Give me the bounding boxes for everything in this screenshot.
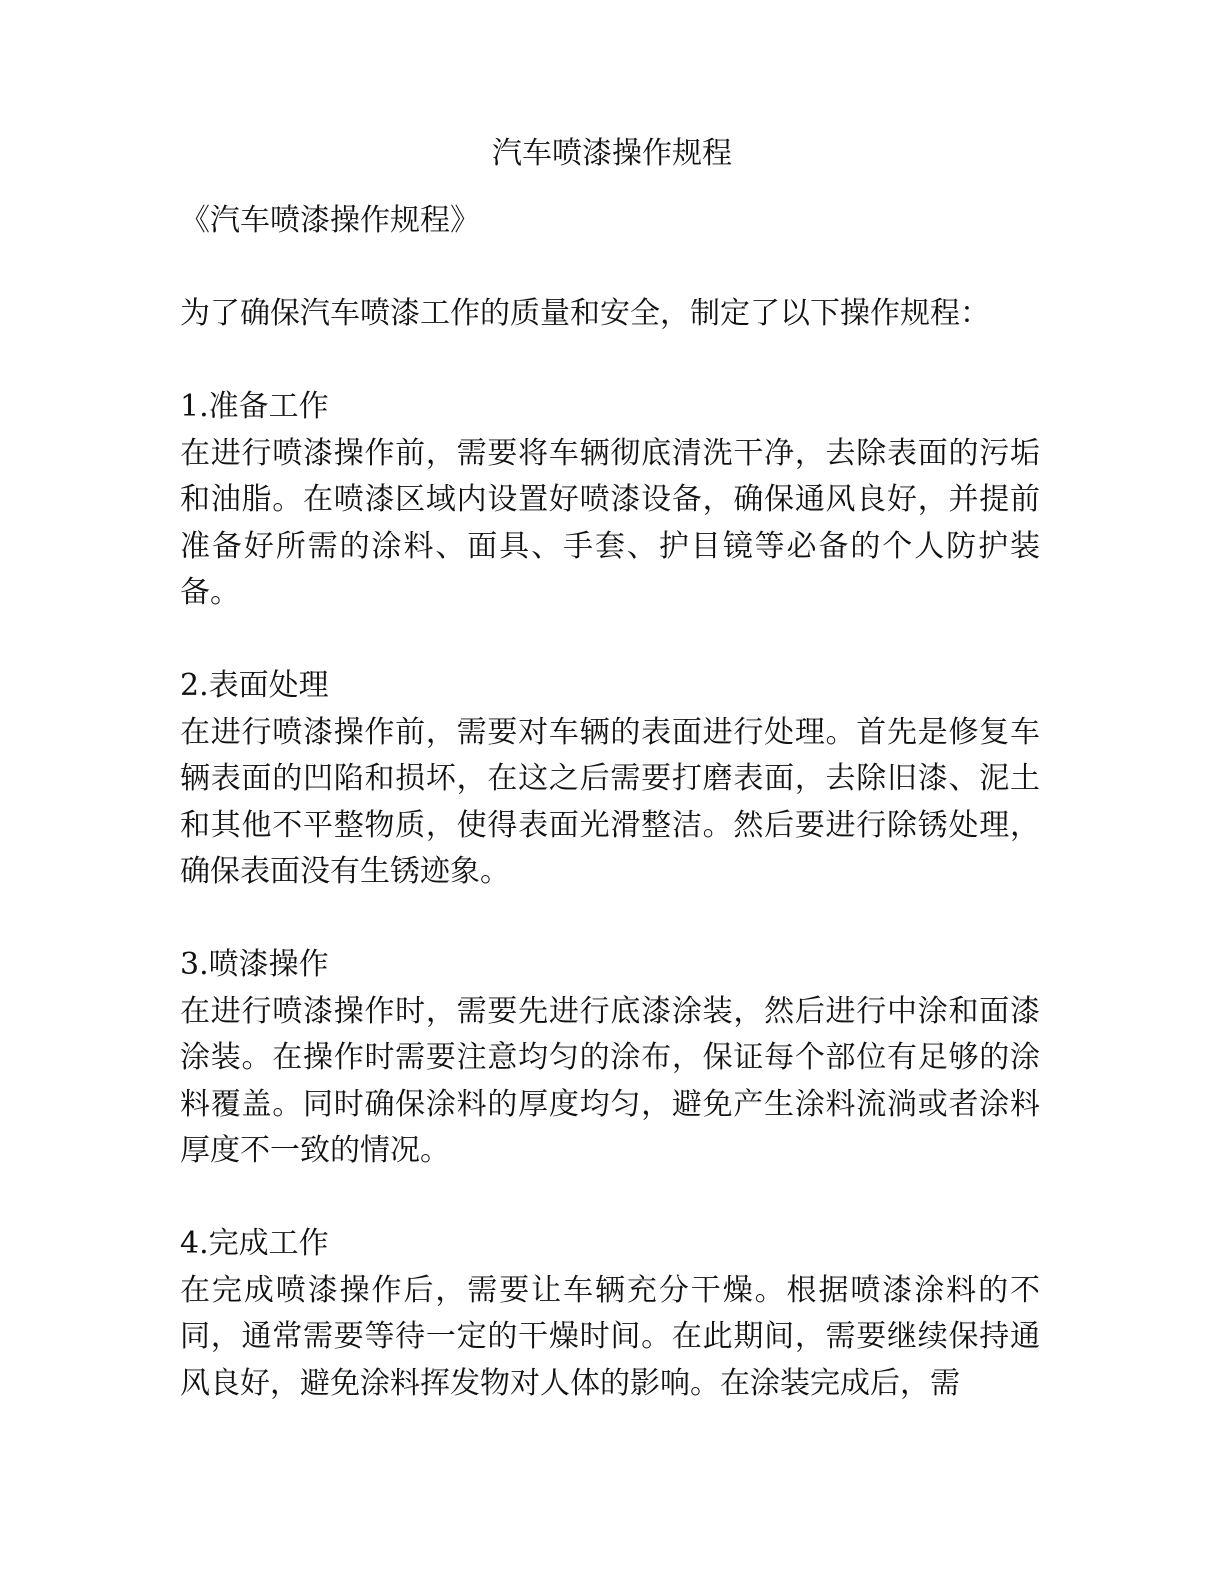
document-title: 汽车喷漆操作规程 xyxy=(492,136,732,171)
spacer xyxy=(180,1175,1040,1222)
section-spraying xyxy=(180,942,1040,1175)
section-heading: 4.完成工作 xyxy=(180,1226,329,1261)
section-paragraph: 在完成喷漆操作后，需要让车辆充分干燥。根据喷漆涂料的不同，通常需要等待一定的干燥时间。在此期间，需要继续保持通风良好，避免涂料挥发物对人体的影响。在涂装完成后，需 xyxy=(180,1272,1040,1401)
section-heading: 3.喷漆操作 xyxy=(180,947,329,982)
spacer xyxy=(180,617,1040,664)
section-paragraph: 在进行喷漆操作前，需要将车辆彻底清洗干净，去除表面的污垢和油脂。在喷漆区域内设置好喷漆设备，确保通风良好，并提前准备好所需的涂料、面具、手套、护目镜等必备的个人防护装备。 xyxy=(180,435,1040,610)
intro-paragraph: 为了确保汽车喷漆工作的质量和安全，制定了以下操作规程： xyxy=(180,296,990,331)
document-subtitle: 《汽车喷漆操作规程》 xyxy=(180,203,480,238)
section-paragraph: 在进行喷漆操作前，需要对车辆的表面进行处理。首先是修复车辆表面的凹陷和损坏，在这之后需要打磨表面，去除旧漆、泥土和其他不平整物质，使得表面光滑整洁。然后要进行除锈处理，确保表面没有生锈迹象。 xyxy=(180,714,1040,889)
spacer xyxy=(180,896,1040,943)
spacer xyxy=(180,338,1040,385)
section-preparation xyxy=(180,384,1040,617)
section-heading: 1.准备工作 xyxy=(180,389,329,424)
section-completion xyxy=(180,1221,1040,1407)
spacer xyxy=(180,245,1040,292)
section-paragraph: 在进行喷漆操作时，需要先进行底漆涂装，然后进行中涂和面漆涂装。在操作时需要注意均匀的涂布，保证每个部位有足够的涂料覆盖。同时确保涂料的厚度均匀，避免产生涂料流淌或者涂料厚度不一致的情况。 xyxy=(180,993,1040,1168)
section-surface-treatment xyxy=(180,663,1040,896)
section-heading: 2.表面处理 xyxy=(180,668,329,703)
document-body xyxy=(180,198,1040,1407)
